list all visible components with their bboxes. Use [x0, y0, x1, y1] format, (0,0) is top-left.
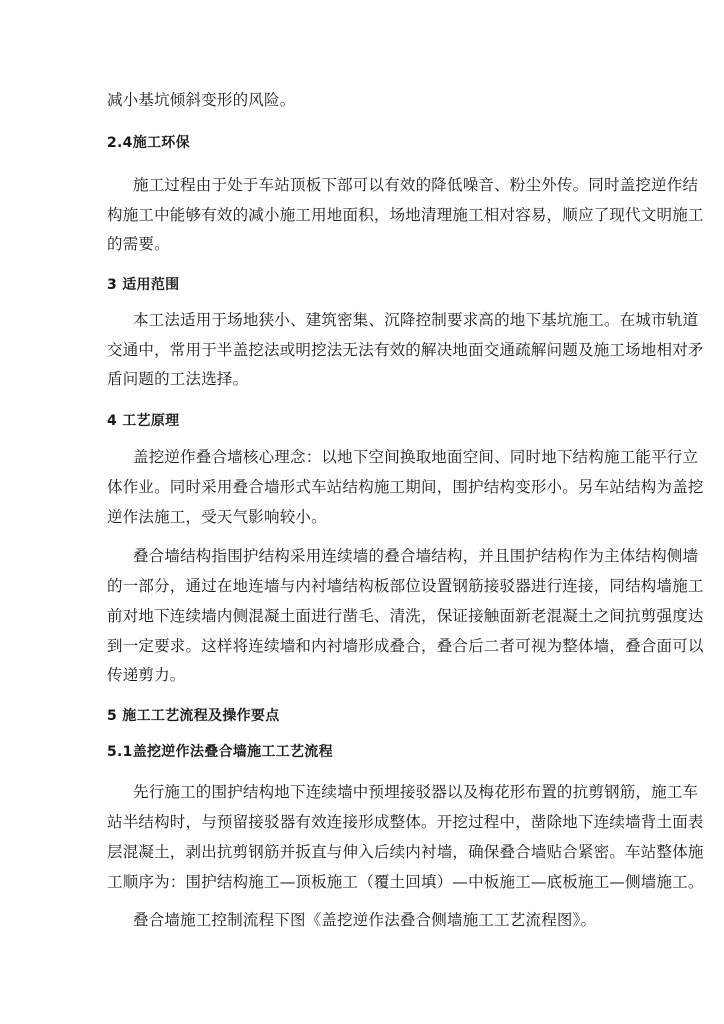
- paragraph-line: 先行施工的围护结构地下连续墙中预埋接驳器以及梅花形布置的抗剪钢筋，施工车: [133, 783, 699, 801]
- paragraph-line: 工顺序为：围护结构施工—顶板施工（覆土回填）—中板施工—底板施工—侧墙施工。: [107, 873, 704, 891]
- paragraph-line: 传递剪力。: [107, 666, 186, 684]
- section-heading-5-1: 5.1盖挖逆作法叠合墙施工工艺流程: [107, 744, 333, 760]
- paragraph-line: 的一部分，通过在地连墙与内衬墙结构板部位设置钢筋接驳器进行连接，同结构墙施工: [107, 577, 704, 595]
- paragraph-line: 盖挖逆作叠合墙核心理念：以地下空间换取地面空间、同时地下结构施工能平行立: [133, 448, 699, 466]
- paragraph-line: 前对地下连续墙内侧混凝土面进行凿毛、清洗，保证接触面新老混凝土之间抗剪强度达: [107, 607, 704, 625]
- paragraph-line: 减小基坑倾斜变形的风险。: [107, 91, 296, 109]
- paragraph-line: 构施工中能够有效的减小施工用地面积，场地清理施工相对容易，顺应了现代文明施工: [107, 206, 704, 224]
- paragraph-line: 站半结构时，与预留接驳器有效连接形成整体。开挖过程中，凿除地下连续墙背土面表: [107, 813, 704, 831]
- paragraph-line: 施工过程由于处于车站顶板下部可以有效的降低噪音、粉尘外传。同时盖挖逆作结: [133, 176, 699, 194]
- section-heading-5: 5 施工工艺流程及操作要点: [107, 708, 280, 724]
- paragraph-line: 交通中，常用于半盖挖法或明挖法无法有效的解决地面交通疏解问题及施工场地相对矛: [107, 341, 704, 359]
- paragraph-line: 层混凝土，剥出抗剪钢筋并扳直与伸入后续内衬墙，确保叠合墙贴合紧密。车站整体施: [107, 843, 704, 861]
- section-heading-2-4: 2.4施工环保: [107, 135, 190, 151]
- paragraph-line: 的需要。: [107, 235, 170, 253]
- paragraph-line: 本工法适用于场地狭小、建筑密集、沉降控制要求高的地下基坑施工。在城市轨道: [133, 311, 699, 329]
- paragraph-line: 逆作法施工，受天气影响较小。: [107, 508, 327, 526]
- paragraph-line: 体作业。同时采用叠合墙形式车站结构施工期间，围护结构变形小。另车站结构为盖挖: [107, 478, 704, 496]
- paragraph-line: 到一定要求。这样将连续墙和内衬墙形成叠合，叠合后二者可视为整体墙，叠合面可以: [107, 637, 704, 655]
- section-heading-4: 4 工艺原理: [107, 413, 180, 429]
- section-heading-3: 3 适用范围: [107, 277, 180, 293]
- paragraph-line: 叠合墙施工控制流程下图《盖挖逆作法叠合侧墙施工工艺流程图》。: [133, 911, 597, 929]
- paragraph-line: 盾问题的工法选择。: [107, 370, 249, 388]
- paragraph-line: 叠合墙结构指围护结构采用连续墙的叠合墙结构，并且围护结构作为主体结构侧墙: [133, 547, 699, 565]
